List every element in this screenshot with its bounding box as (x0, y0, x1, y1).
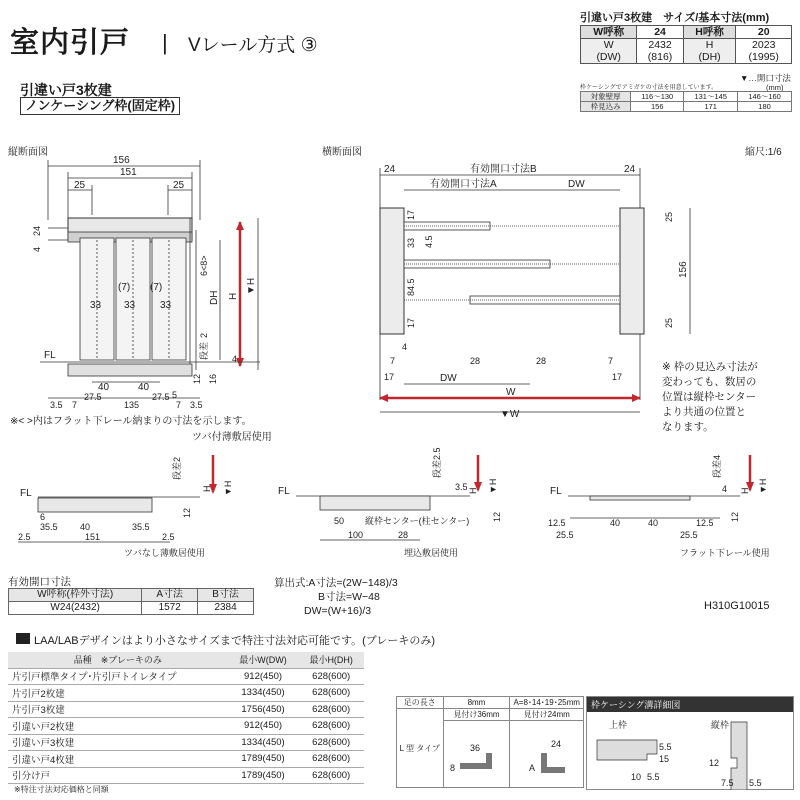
svg-text:12.5: 12.5 (548, 518, 566, 528)
laa-title: LAA/LABデザインはより小さなサイズまで特注寸法対応可能です。(ブレーキのみ) (34, 635, 435, 647)
dim-33b: 33 (124, 300, 136, 311)
svg-text:25.5: 25.5 (556, 530, 574, 540)
dim-84-5: 84.5 (406, 278, 416, 296)
dim-28b: 28 (536, 356, 547, 366)
casing-detail-box (586, 696, 794, 790)
svg-text:H: H (202, 485, 212, 492)
svg-text:7.5: 7.5 (721, 778, 734, 788)
svg-text:H: H (740, 487, 750, 494)
dim-33-h: 33 (406, 237, 416, 248)
dim-27-5a: 27.5 (84, 392, 102, 402)
svg-text:2.5: 2.5 (18, 532, 31, 542)
vertical-section-title: 縦断面図 (8, 147, 48, 158)
dim-25a-h: 25 (664, 211, 674, 222)
svg-text:▼H: ▼H (758, 478, 768, 494)
svg-text:35.5: 35.5 (40, 522, 58, 532)
svg-text:28: 28 (398, 530, 409, 540)
dim-4b: 4 (232, 354, 238, 364)
svg-text:100: 100 (348, 530, 364, 540)
dim-25b-h: 25 (664, 317, 674, 328)
svg-text:FL: FL (278, 486, 290, 497)
dw2-label: DW (440, 373, 457, 384)
dim-33a: 33 (90, 300, 102, 311)
svg-text:12: 12 (730, 511, 740, 522)
svg-text:段差: 段差 (712, 459, 722, 478)
legend-note: ▼…開口寸法 (740, 73, 791, 83)
dim-3-5a: 3.5 (50, 400, 63, 410)
svg-text:25.5: 25.5 (680, 530, 698, 540)
laa-footnote: ※特注寸法対応価格と同額 (14, 785, 109, 794)
svg-text:15: 15 (659, 754, 670, 764)
svg-text:5.5: 5.5 (749, 778, 762, 788)
laa-marker (16, 633, 30, 644)
unit-note: (mm) (766, 83, 784, 92)
dim-24: 24 (32, 225, 42, 236)
svg-text:2: 2 (172, 456, 182, 462)
dim-28a: 28 (470, 356, 481, 366)
dim-4-5: 4.5 (424, 235, 434, 248)
horizontal-section (379, 162, 690, 420)
detail-3 (548, 455, 770, 558)
bracket-note: ※< >内はフラット下レール納まりの寸法を示します。 (10, 416, 252, 427)
dim-17b: 17 (406, 317, 416, 328)
detail-1 (18, 455, 233, 558)
l-type-a-figure (517, 723, 577, 783)
dim-135: 135 (124, 400, 140, 410)
svg-text:FL: FL (550, 486, 562, 497)
dim-156-h: 156 (678, 261, 689, 278)
l-type-8mm-figure (446, 723, 506, 783)
dim-16: 16 (208, 373, 218, 384)
svg-text:埋込敷居使用: 埋込敷居使用 (404, 548, 459, 558)
h-label: H (228, 292, 239, 300)
dim-2: 2 (199, 332, 209, 338)
spec-caption: 引違い戸3枚建 サイズ/基本寸法(mm) (580, 12, 770, 24)
dim-7b-h: 7 (608, 356, 614, 366)
svg-text:50: 50 (334, 516, 345, 526)
dim-7d: 7 (176, 400, 182, 410)
casing-detail-figure (587, 712, 793, 790)
horizontal-section-title: 横断面図 (322, 147, 362, 158)
svg-text:4: 4 (712, 454, 722, 460)
dim-7a-h: 7 (390, 356, 396, 366)
dim-40a: 40 (98, 382, 110, 393)
svg-text:上枠: 上枠 (609, 720, 628, 730)
dh-label: DH (209, 290, 220, 305)
dim-5: 5 (172, 390, 178, 400)
dim-25b: 25 (173, 180, 185, 191)
svg-text:12.5: 12.5 (696, 518, 714, 528)
svg-text:縦枠: 縦枠 (711, 720, 730, 730)
dim-12: 12 (192, 373, 202, 384)
casing-detail-title: 枠ケーシング溝詳細図 (587, 697, 793, 712)
svg-text:35.5: 35.5 (132, 522, 150, 532)
svg-text:段差: 段差 (432, 459, 442, 478)
svg-text:24: 24 (550, 739, 561, 749)
dim-4-h: 4 (402, 342, 408, 352)
dim-25a: 25 (74, 180, 86, 191)
svg-text:2.5: 2.5 (162, 532, 175, 542)
product-code: H310G10015 (704, 600, 770, 612)
svg-text:5.5: 5.5 (647, 772, 660, 782)
svg-text:3.5: 3.5 (455, 482, 468, 492)
svg-text:40: 40 (80, 522, 91, 532)
dim-151: 151 (120, 167, 137, 178)
vertical-section (32, 155, 260, 410)
title-separator: | (162, 30, 168, 55)
svg-text:151: 151 (85, 532, 101, 542)
svg-text:H: H (468, 487, 478, 494)
svg-text:▼H: ▼H (488, 478, 498, 494)
svg-text:12: 12 (182, 507, 192, 518)
svg-text:▼H: ▼H (223, 480, 233, 496)
spec-table: W呼称 24 H呼称 20 W (DW) 2432 (816) H (DH) 2023 (1995) (580, 25, 792, 64)
svg-text:6: 6 (40, 512, 46, 522)
hh-label: ▼H (246, 277, 257, 295)
dim-7a: (7) (118, 282, 131, 293)
svg-text:縦枠センター(柱センター): 縦枠センター(柱センター) (365, 516, 470, 526)
frame-table: 対象壁厚 116～130 131～145 146～160 枠見込み 156 171 180 (580, 91, 792, 112)
dim-17c: 17 (384, 372, 395, 382)
svg-text:ツバなし薄敷居使用: ツバなし薄敷居使用 (124, 548, 205, 558)
dim-6-8: 6<8> (199, 255, 209, 276)
thin-sill-note: ツバ付薄敷居使用 (192, 432, 272, 443)
detail-2 (278, 447, 502, 558)
svg-text:40: 40 (648, 518, 659, 528)
formula: 算出式:A寸法=(2W−148)/3 B寸法=W−48 DW=(W+16)/3 (274, 577, 398, 617)
svg-text:10: 10 (631, 772, 642, 782)
svg-text:段差: 段差 (172, 461, 182, 480)
svg-text:フラット下レール使用: フラット下レール使用 (680, 548, 770, 558)
dim-24b-h: 24 (624, 164, 636, 175)
dim-27-5b: 27.5 (152, 392, 170, 402)
scale-label: 縮尺:1/6 (745, 147, 782, 158)
svg-text:12: 12 (709, 758, 720, 768)
frame-table-note: 枠ケーシングでアミガケの寸法を用意しています。 (580, 85, 718, 91)
svg-text:36: 36 (470, 743, 481, 753)
product-kind: 引違い戸3枚建 (20, 82, 112, 98)
dw-label-h: DW (568, 179, 585, 190)
casing-note: ※ 枠の見込み寸法が 変わっても、数居の 位置は縦枠センター より共通の位置と なります。 (662, 361, 758, 433)
svg-text:4: 4 (722, 484, 728, 494)
svg-text:5.5: 5.5 (659, 742, 672, 752)
dim-17d: 17 (612, 372, 623, 382)
opening-title: 有効開口寸法 (8, 576, 71, 588)
foot-table: 足の長さ 8mm A=8･14･19･25mm L 型 タイプ 見付け36mm 見付け24mm 36 8 24 A (396, 696, 584, 788)
svg-text:12: 12 (492, 511, 502, 522)
svg-text:A: A (528, 763, 535, 773)
dim-17a: 17 (406, 209, 416, 220)
dan-label: 段差 (199, 341, 209, 360)
ww-label: ▼W (500, 409, 520, 420)
dim-156: 156 (113, 155, 130, 166)
dim-24a-h: 24 (384, 164, 396, 175)
dim-7b: (7) (150, 282, 163, 293)
eff-a-label: 有効開口寸法A (430, 179, 497, 190)
dim-33c: 33 (160, 300, 172, 311)
svg-text:FL: FL (20, 488, 32, 499)
page-title: 室内引戸 (10, 27, 131, 59)
svg-text:8: 8 (450, 763, 456, 773)
svg-text:40: 40 (610, 518, 621, 528)
dim-40b: 40 (138, 382, 150, 393)
svg-text:2.5: 2.5 (432, 447, 442, 460)
dim-4: 4 (32, 246, 42, 252)
dim-7c: 7 (72, 400, 78, 410)
dim-3-5b: 3.5 (190, 400, 203, 410)
opening-table: W呼称(枠外寸法) A寸法 B寸法 W24(2432) 1572 2384 (8, 588, 254, 615)
page-subtitle: Vレール方式 ③ (188, 35, 318, 56)
laa-table: 品種 ※ブレーキのみ 最小W(DW) 最小H(DH) 片引戸標準タイプ･片引戸トイレタイプ 912(450) 628(600) 片引戸2枚建 1334(450) 628(600) 片引戸3枚建 1756(450) 628(600) 引違い戸2枚建 912(450) 628(600) 引違い戸3枚建 1334(450) 628(600) 引違い戸4枚建 1789(450) 628(600) 引分け戸 1789(450) 628(600) (8, 652, 364, 784)
w-label: W (506, 387, 516, 398)
frame-type: ノンケーシング枠(固定枠) (20, 97, 180, 115)
eff-b-label: 有効開口寸法B (470, 164, 537, 175)
fl-label: FL (44, 350, 56, 361)
